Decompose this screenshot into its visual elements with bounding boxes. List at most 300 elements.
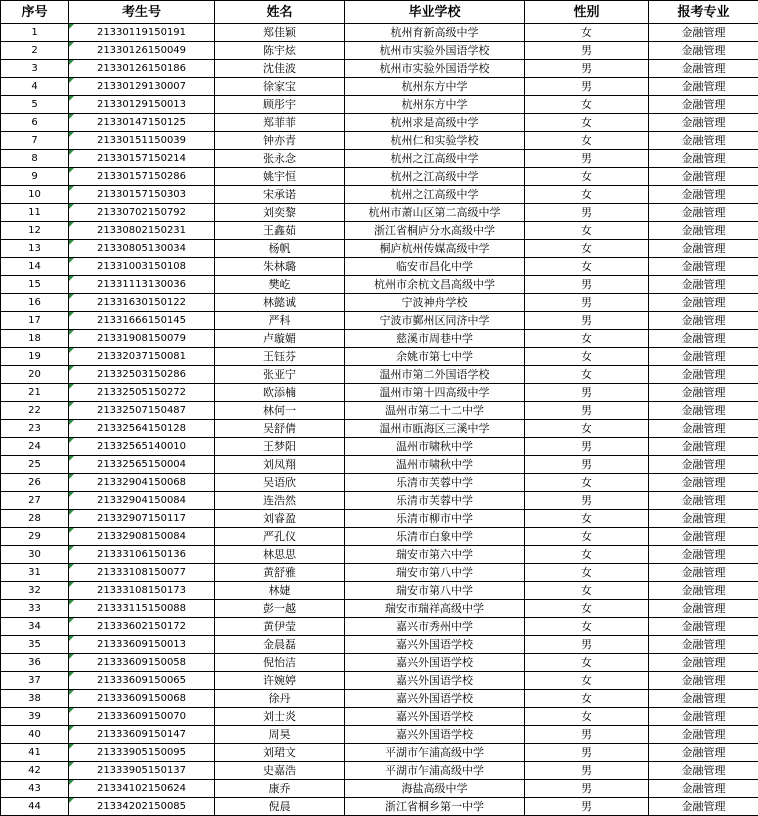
gender-cell: 女 — [525, 114, 649, 132]
school-cell: 瑞安市第八中学 — [345, 564, 525, 582]
school-cell: 瑞安市第六中学 — [345, 546, 525, 564]
gender-cell: 女 — [525, 528, 649, 546]
header-school: 毕业学校 — [345, 1, 525, 24]
major-cell: 金融管理 — [649, 420, 758, 438]
row-index: 17 — [1, 312, 69, 330]
row-index: 21 — [1, 384, 69, 402]
major-cell: 金融管理 — [649, 492, 758, 510]
name-cell: 周昊 — [215, 726, 345, 744]
major-cell: 金融管理 — [649, 744, 758, 762]
gender-cell: 女 — [525, 654, 649, 672]
row-index: 3 — [1, 60, 69, 78]
name-cell: 林懿诚 — [215, 294, 345, 312]
name-cell: 张永念 — [215, 150, 345, 168]
row-index: 30 — [1, 546, 69, 564]
major-cell: 金融管理 — [649, 366, 758, 384]
name-cell: 史嘉浩 — [215, 762, 345, 780]
gender-cell: 男 — [525, 492, 649, 510]
header-name: 姓名 — [215, 1, 345, 24]
exam-id-cell: 21333609150013 — [69, 636, 215, 654]
row-index: 11 — [1, 204, 69, 222]
name-cell: 刘奕黎 — [215, 204, 345, 222]
gender-cell: 男 — [525, 402, 649, 420]
row-index: 26 — [1, 474, 69, 492]
school-cell: 杭州仁和实验学校 — [345, 132, 525, 150]
school-cell: 乐清市芙蓉中学 — [345, 474, 525, 492]
major-cell: 金融管理 — [649, 474, 758, 492]
major-cell: 金融管理 — [649, 24, 758, 42]
exam-id-cell: 21330702150792 — [69, 204, 215, 222]
name-cell: 许婉婷 — [215, 672, 345, 690]
school-cell: 杭州之江高级中学 — [345, 168, 525, 186]
name-cell: 倪晨 — [215, 798, 345, 816]
table-row — [1, 528, 758, 546]
school-cell: 杭州市实验外国语学校 — [345, 60, 525, 78]
header-gender: 性别 — [525, 1, 649, 24]
name-cell: 朱林璐 — [215, 258, 345, 276]
table-body — [1, 24, 758, 816]
exam-id-cell: 21332565140010 — [69, 438, 215, 456]
row-index: 7 — [1, 132, 69, 150]
school-cell: 浙江省桐乡第一中学 — [345, 798, 525, 816]
row-index: 19 — [1, 348, 69, 366]
exam-id-cell: 21332503150286 — [69, 366, 215, 384]
school-cell: 杭州之江高级中学 — [345, 186, 525, 204]
exam-id-cell: 21330157150214 — [69, 150, 215, 168]
gender-cell: 女 — [525, 366, 649, 384]
table-row — [1, 60, 758, 78]
major-cell: 金融管理 — [649, 168, 758, 186]
gender-cell: 女 — [525, 420, 649, 438]
name-cell: 沈佳波 — [215, 60, 345, 78]
name-cell: 刘睿盈 — [215, 510, 345, 528]
table-row — [1, 564, 758, 582]
exam-id-cell: 21333609150147 — [69, 726, 215, 744]
exam-id-cell: 21332505150272 — [69, 384, 215, 402]
header-row — [1, 1, 758, 24]
row-index: 10 — [1, 186, 69, 204]
school-cell: 宁波市鄞州区同济中学 — [345, 312, 525, 330]
exam-id-cell: 21333108150077 — [69, 564, 215, 582]
exam-id-cell: 21332907150117 — [69, 510, 215, 528]
major-cell: 金融管理 — [649, 564, 758, 582]
table-row — [1, 384, 758, 402]
name-cell: 严科 — [215, 312, 345, 330]
gender-cell: 女 — [525, 348, 649, 366]
exam-id-cell: 21330129130007 — [69, 78, 215, 96]
gender-cell: 男 — [525, 60, 649, 78]
exam-id-cell: 21332564150128 — [69, 420, 215, 438]
gender-cell: 女 — [525, 474, 649, 492]
school-cell: 嘉兴外国语学校 — [345, 636, 525, 654]
major-cell: 金融管理 — [649, 690, 758, 708]
name-cell: 林婕 — [215, 582, 345, 600]
table-row — [1, 240, 758, 258]
table-row — [1, 42, 758, 60]
school-cell: 海盐高级中学 — [345, 780, 525, 798]
name-cell: 欧添楠 — [215, 384, 345, 402]
row-index: 34 — [1, 618, 69, 636]
table-row — [1, 78, 758, 96]
exam-id-cell: 21330126150049 — [69, 42, 215, 60]
major-cell: 金融管理 — [649, 330, 758, 348]
major-cell: 金融管理 — [649, 654, 758, 672]
name-cell: 顾彤宇 — [215, 96, 345, 114]
school-cell: 温州市啸秋中学 — [345, 438, 525, 456]
table-row — [1, 258, 758, 276]
major-cell: 金融管理 — [649, 78, 758, 96]
name-cell: 金晨磊 — [215, 636, 345, 654]
row-index: 18 — [1, 330, 69, 348]
gender-cell: 女 — [525, 132, 649, 150]
school-cell: 桐庐杭州传媒高级中学 — [345, 240, 525, 258]
table-row — [1, 294, 758, 312]
row-index: 23 — [1, 420, 69, 438]
gender-cell: 男 — [525, 636, 649, 654]
school-cell: 温州市第二外国语学校 — [345, 366, 525, 384]
row-index: 22 — [1, 402, 69, 420]
exam-id-cell: 21330151150039 — [69, 132, 215, 150]
name-cell: 姚宇恒 — [215, 168, 345, 186]
exam-id-cell: 21332565150004 — [69, 456, 215, 474]
school-cell: 杭州育新高级中学 — [345, 24, 525, 42]
gender-cell: 男 — [525, 384, 649, 402]
exam-id-cell: 21330126150186 — [69, 60, 215, 78]
exam-id-cell: 21331003150108 — [69, 258, 215, 276]
school-cell: 嘉兴市秀州中学 — [345, 618, 525, 636]
school-cell: 慈溪市周巷中学 — [345, 330, 525, 348]
gender-cell: 女 — [525, 582, 649, 600]
table-row — [1, 708, 758, 726]
table-row — [1, 96, 758, 114]
major-cell: 金融管理 — [649, 438, 758, 456]
table-row — [1, 420, 758, 438]
name-cell: 徐丹 — [215, 690, 345, 708]
table-row — [1, 672, 758, 690]
row-index: 36 — [1, 654, 69, 672]
row-index: 42 — [1, 762, 69, 780]
major-cell: 金融管理 — [649, 312, 758, 330]
exam-id-cell: 21333602150172 — [69, 618, 215, 636]
gender-cell: 男 — [525, 312, 649, 330]
school-cell: 嘉兴外国语学校 — [345, 672, 525, 690]
row-index: 29 — [1, 528, 69, 546]
row-index: 31 — [1, 564, 69, 582]
name-cell: 倪怡洁 — [215, 654, 345, 672]
name-cell: 刘珺文 — [215, 744, 345, 762]
school-cell: 乐清市白象中学 — [345, 528, 525, 546]
header-exam-id: 考生号 — [69, 1, 215, 24]
table-row — [1, 492, 758, 510]
name-cell: 刘士炎 — [215, 708, 345, 726]
major-cell: 金融管理 — [649, 132, 758, 150]
major-cell: 金融管理 — [649, 600, 758, 618]
gender-cell: 男 — [525, 42, 649, 60]
gender-cell: 女 — [525, 510, 649, 528]
major-cell: 金融管理 — [649, 510, 758, 528]
row-index: 44 — [1, 798, 69, 816]
name-cell: 王梦阳 — [215, 438, 345, 456]
row-index: 40 — [1, 726, 69, 744]
row-index: 14 — [1, 258, 69, 276]
name-cell: 黄伊莹 — [215, 618, 345, 636]
exam-id-cell: 21331630150122 — [69, 294, 215, 312]
major-cell: 金融管理 — [649, 276, 758, 294]
exam-id-cell: 21330805130034 — [69, 240, 215, 258]
name-cell: 康乔 — [215, 780, 345, 798]
row-index: 41 — [1, 744, 69, 762]
school-cell: 温州市瓯海区三溪中学 — [345, 420, 525, 438]
exam-id-cell: 21334102150624 — [69, 780, 215, 798]
gender-cell: 男 — [525, 438, 649, 456]
gender-cell: 女 — [525, 690, 649, 708]
gender-cell: 男 — [525, 294, 649, 312]
school-cell: 余姚市第七中学 — [345, 348, 525, 366]
table-row — [1, 654, 758, 672]
exam-id-cell: 21333609150070 — [69, 708, 215, 726]
major-cell: 金融管理 — [649, 708, 758, 726]
table-row — [1, 510, 758, 528]
major-cell: 金融管理 — [649, 114, 758, 132]
exam-id-cell: 21331113130036 — [69, 276, 215, 294]
gender-cell: 女 — [525, 672, 649, 690]
row-index: 5 — [1, 96, 69, 114]
name-cell: 钟亦青 — [215, 132, 345, 150]
exam-id-cell: 21333115150088 — [69, 600, 215, 618]
school-cell: 杭州东方中学 — [345, 96, 525, 114]
major-cell: 金融管理 — [649, 96, 758, 114]
major-cell: 金融管理 — [649, 762, 758, 780]
school-cell: 杭州市实验外国语学校 — [345, 42, 525, 60]
exam-id-cell: 21330157150303 — [69, 186, 215, 204]
row-index: 8 — [1, 150, 69, 168]
exam-id-cell: 21333609150065 — [69, 672, 215, 690]
row-index: 1 — [1, 24, 69, 42]
name-cell: 严孔仪 — [215, 528, 345, 546]
table-row — [1, 312, 758, 330]
row-index: 2 — [1, 42, 69, 60]
exam-id-cell: 21332908150084 — [69, 528, 215, 546]
gender-cell: 男 — [525, 780, 649, 798]
table-row — [1, 546, 758, 564]
row-index: 37 — [1, 672, 69, 690]
school-cell: 温州市啸秋中学 — [345, 456, 525, 474]
major-cell: 金融管理 — [649, 348, 758, 366]
table-header — [1, 1, 758, 24]
table-row — [1, 762, 758, 780]
gender-cell: 男 — [525, 726, 649, 744]
table-row — [1, 186, 758, 204]
table-row — [1, 726, 758, 744]
name-cell: 林思思 — [215, 546, 345, 564]
major-cell: 金融管理 — [649, 456, 758, 474]
major-cell: 金融管理 — [649, 780, 758, 798]
gender-cell: 男 — [525, 456, 649, 474]
table-row — [1, 24, 758, 42]
major-cell: 金融管理 — [649, 636, 758, 654]
row-index: 38 — [1, 690, 69, 708]
school-cell: 浙江省桐庐分水高级中学 — [345, 222, 525, 240]
table-row — [1, 438, 758, 456]
school-cell: 乐清市柳市中学 — [345, 510, 525, 528]
table-row — [1, 168, 758, 186]
gender-cell: 女 — [525, 258, 649, 276]
gender-cell: 女 — [525, 24, 649, 42]
row-index: 27 — [1, 492, 69, 510]
major-cell: 金融管理 — [649, 60, 758, 78]
row-index: 32 — [1, 582, 69, 600]
table-row — [1, 222, 758, 240]
row-index: 35 — [1, 636, 69, 654]
name-cell: 吴舒倩 — [215, 420, 345, 438]
school-cell: 杭州市余杭文昌高级中学 — [345, 276, 525, 294]
exam-id-cell: 21331666150145 — [69, 312, 215, 330]
gender-cell: 女 — [525, 708, 649, 726]
school-cell: 嘉兴外国语学校 — [345, 726, 525, 744]
exam-id-cell: 21332507150487 — [69, 402, 215, 420]
name-cell: 陈宇炫 — [215, 42, 345, 60]
table-row — [1, 204, 758, 222]
table-row — [1, 456, 758, 474]
major-cell: 金融管理 — [649, 204, 758, 222]
name-cell: 樊屹 — [215, 276, 345, 294]
school-cell: 温州市第二十二中学 — [345, 402, 525, 420]
school-cell: 温州市第十四高级中学 — [345, 384, 525, 402]
name-cell: 彭一越 — [215, 600, 345, 618]
name-cell: 郑菲菲 — [215, 114, 345, 132]
row-index: 43 — [1, 780, 69, 798]
school-cell: 瑞安市瑞祥高级中学 — [345, 600, 525, 618]
row-index: 20 — [1, 366, 69, 384]
gender-cell: 男 — [525, 744, 649, 762]
table-row — [1, 276, 758, 294]
exam-id-cell: 21333905150137 — [69, 762, 215, 780]
school-cell: 宁波神舟学校 — [345, 294, 525, 312]
major-cell: 金融管理 — [649, 258, 758, 276]
major-cell: 金融管理 — [649, 294, 758, 312]
name-cell: 吴语欣 — [215, 474, 345, 492]
school-cell: 嘉兴外国语学校 — [345, 690, 525, 708]
exam-id-cell: 21333609150068 — [69, 690, 215, 708]
gender-cell: 女 — [525, 564, 649, 582]
name-cell: 王钰芬 — [215, 348, 345, 366]
exam-id-cell: 21332904150068 — [69, 474, 215, 492]
exam-id-cell: 21330147150125 — [69, 114, 215, 132]
school-cell: 平湖市乍浦高级中学 — [345, 744, 525, 762]
major-cell: 金融管理 — [649, 186, 758, 204]
table-row — [1, 744, 758, 762]
table-row — [1, 132, 758, 150]
name-cell: 卢璇媚 — [215, 330, 345, 348]
table-row — [1, 600, 758, 618]
exam-id-cell: 21333609150058 — [69, 654, 215, 672]
name-cell: 刘凤翔 — [215, 456, 345, 474]
table-row — [1, 330, 758, 348]
row-index: 13 — [1, 240, 69, 258]
gender-cell: 女 — [525, 600, 649, 618]
header-major: 报考专业 — [649, 1, 758, 24]
header-index: 序号 — [1, 1, 69, 24]
major-cell: 金融管理 — [649, 672, 758, 690]
gender-cell: 女 — [525, 96, 649, 114]
table-row — [1, 348, 758, 366]
row-index: 39 — [1, 708, 69, 726]
major-cell: 金融管理 — [649, 150, 758, 168]
table-row — [1, 780, 758, 798]
exam-id-cell: 21330802150231 — [69, 222, 215, 240]
major-cell: 金融管理 — [649, 528, 758, 546]
table-row — [1, 798, 758, 816]
exam-id-cell: 21333905150095 — [69, 744, 215, 762]
row-index: 33 — [1, 600, 69, 618]
table-row — [1, 150, 758, 168]
row-index: 25 — [1, 456, 69, 474]
row-index: 16 — [1, 294, 69, 312]
gender-cell: 女 — [525, 330, 649, 348]
school-cell: 平湖市乍浦高级中学 — [345, 762, 525, 780]
major-cell: 金融管理 — [649, 402, 758, 420]
major-cell: 金融管理 — [649, 384, 758, 402]
exam-id-cell: 21333108150173 — [69, 582, 215, 600]
exam-id-cell: 21331908150079 — [69, 330, 215, 348]
name-cell: 宋承诺 — [215, 186, 345, 204]
name-cell: 林何一 — [215, 402, 345, 420]
gender-cell: 女 — [525, 186, 649, 204]
exam-id-cell: 21332904150084 — [69, 492, 215, 510]
table-row — [1, 636, 758, 654]
name-cell: 徐家宝 — [215, 78, 345, 96]
school-cell: 杭州之江高级中学 — [345, 150, 525, 168]
major-cell: 金融管理 — [649, 726, 758, 744]
table-row — [1, 474, 758, 492]
gender-cell: 男 — [525, 150, 649, 168]
school-cell: 杭州东方中学 — [345, 78, 525, 96]
gender-cell: 女 — [525, 546, 649, 564]
exam-id-cell: 21330157150286 — [69, 168, 215, 186]
table-row — [1, 114, 758, 132]
name-cell: 张亚宁 — [215, 366, 345, 384]
row-index: 12 — [1, 222, 69, 240]
major-cell: 金融管理 — [649, 618, 758, 636]
major-cell: 金融管理 — [649, 240, 758, 258]
gender-cell: 男 — [525, 276, 649, 294]
exam-id-cell: 21333106150136 — [69, 546, 215, 564]
table-row — [1, 690, 758, 708]
gender-cell: 男 — [525, 798, 649, 816]
school-cell: 瑞安市第八中学 — [345, 582, 525, 600]
school-cell: 嘉兴外国语学校 — [345, 654, 525, 672]
exam-id-cell: 21334202150085 — [69, 798, 215, 816]
gender-cell: 女 — [525, 168, 649, 186]
school-cell: 临安市昌化中学 — [345, 258, 525, 276]
name-cell: 郑佳颖 — [215, 24, 345, 42]
exam-id-cell: 21330119150191 — [69, 24, 215, 42]
name-cell: 王鑫茹 — [215, 222, 345, 240]
major-cell: 金融管理 — [649, 222, 758, 240]
name-cell: 连浩然 — [215, 492, 345, 510]
table-row — [1, 618, 758, 636]
major-cell: 金融管理 — [649, 798, 758, 816]
exam-id-cell: 21332037150081 — [69, 348, 215, 366]
school-cell: 嘉兴外国语学校 — [345, 708, 525, 726]
gender-cell: 女 — [525, 618, 649, 636]
school-cell: 杭州求是高级中学 — [345, 114, 525, 132]
school-cell: 乐清市芙蓉中学 — [345, 492, 525, 510]
major-cell: 金融管理 — [649, 42, 758, 60]
table-row — [1, 366, 758, 384]
gender-cell: 男 — [525, 762, 649, 780]
major-cell: 金融管理 — [649, 582, 758, 600]
